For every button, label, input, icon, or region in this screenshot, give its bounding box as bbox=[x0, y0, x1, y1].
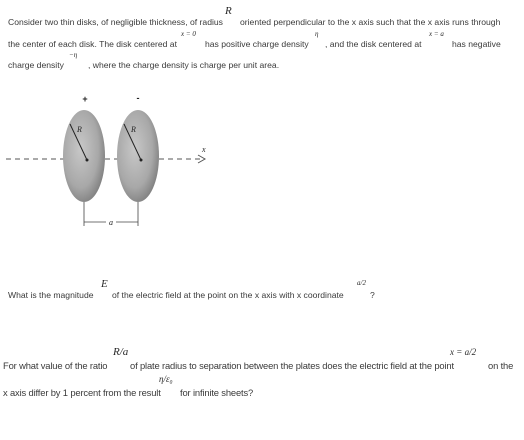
intro-line3-a: charge density bbox=[8, 60, 64, 70]
intro-line2-d: has negative bbox=[452, 39, 501, 49]
intro-line3-b: , where the charge density is charge per unit area. bbox=[88, 60, 280, 70]
math-R: R bbox=[225, 5, 232, 17]
question2-text-e: for infinite sheets? bbox=[180, 387, 254, 398]
right-disk bbox=[117, 110, 159, 202]
radius-label-left: R bbox=[77, 125, 82, 134]
center-dot-right bbox=[140, 159, 143, 162]
question2-text-b: of plate radius to separation between the plates does the electric field at the point bbox=[130, 360, 454, 371]
math-neg-eta: −η bbox=[69, 51, 78, 59]
question2-text-c: on the bbox=[488, 360, 514, 371]
two-disks-figure bbox=[0, 80, 260, 240]
radius-label-right: R bbox=[131, 125, 136, 134]
question1-text-c: ? bbox=[370, 290, 375, 300]
question1-text-b: of the electric field at the point on the x axis with x coordinate bbox=[112, 290, 344, 300]
question1-text-a: What is the magnitude bbox=[8, 290, 94, 300]
math-E: E bbox=[101, 278, 108, 290]
intro-line1: Consider two thin disks, of negligible thickness, of radius bbox=[8, 17, 223, 27]
math-eta-over-eps: η/ε₀ bbox=[159, 374, 173, 384]
question2-text-a: For what value of the ratio bbox=[3, 360, 108, 371]
math-x-eq-a-over-2: x = a/2 bbox=[450, 347, 477, 357]
question2-text-d: x axis differ by 1 percent from the result bbox=[3, 387, 161, 398]
math-R-over-a: R/a bbox=[113, 346, 129, 358]
intro-line2-b: has positive charge density bbox=[205, 39, 309, 49]
intro-line2-c: , and the disk centered at bbox=[325, 39, 422, 49]
x-axis-label: x bbox=[202, 145, 206, 154]
minus-sign-label: - bbox=[136, 93, 140, 103]
intro-line2-a: the center of each disk. The disk centered at bbox=[8, 39, 177, 49]
math-x-eq-0: x = 0 bbox=[181, 30, 196, 38]
separation-label: a bbox=[109, 218, 113, 227]
plus-sign-label: + bbox=[82, 94, 88, 104]
math-eta: η bbox=[315, 30, 319, 38]
math-a-over-2: a/2 bbox=[357, 279, 366, 287]
left-disk bbox=[63, 110, 105, 202]
center-dot-left bbox=[86, 159, 89, 162]
intro-line1-b: oriented perpendicular to the x axis such that the x axis runs through bbox=[240, 17, 501, 27]
math-x-eq-a: x = a bbox=[429, 30, 444, 38]
